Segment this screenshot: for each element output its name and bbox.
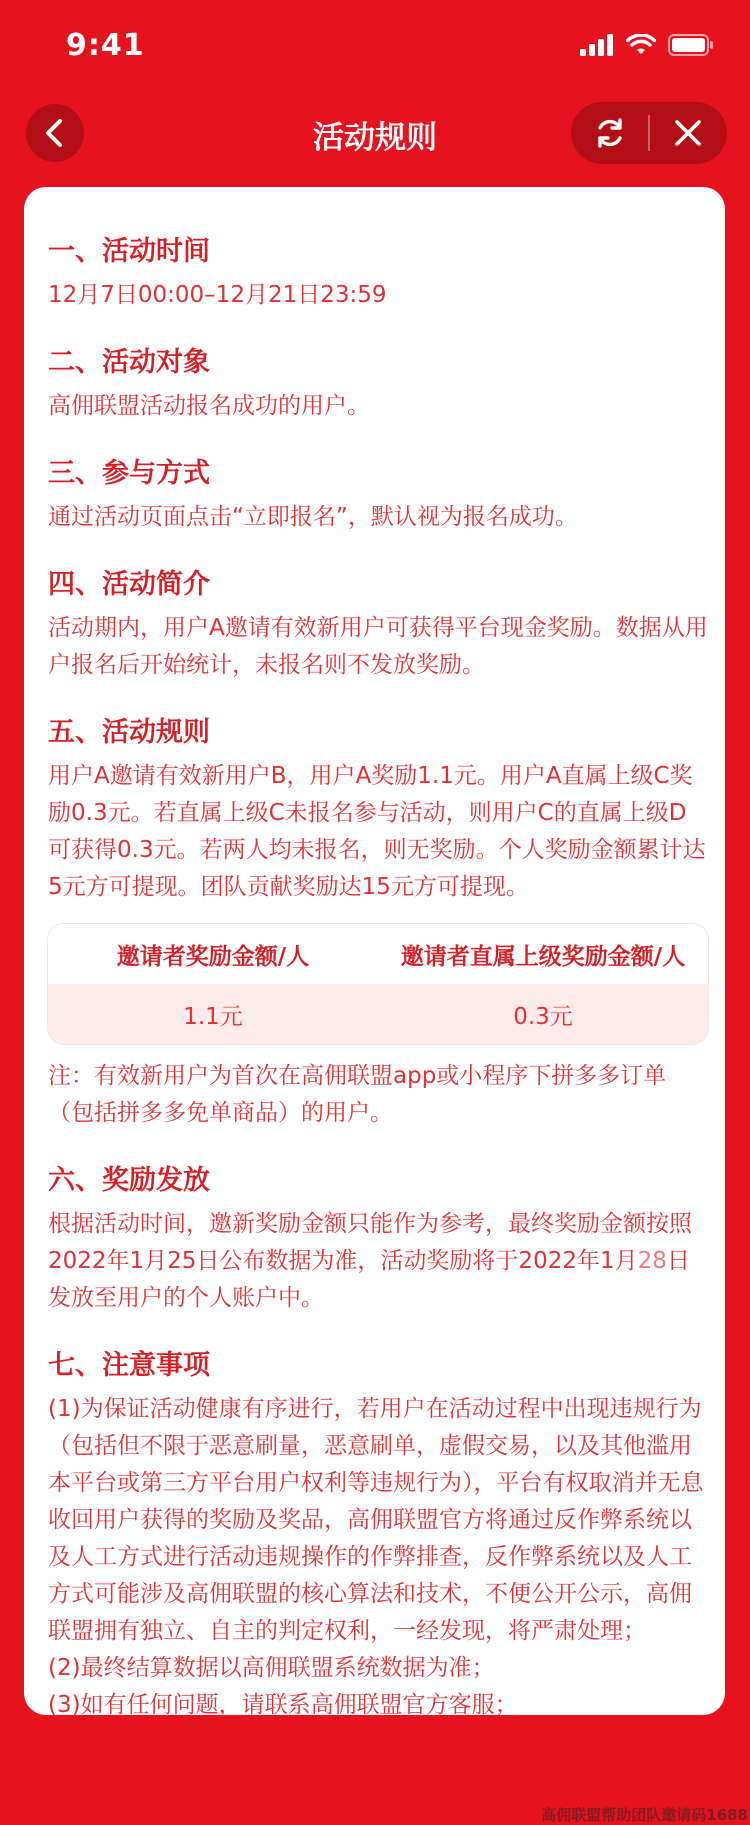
refresh-icon bbox=[593, 116, 627, 150]
section-title: 五、活动规则 bbox=[48, 717, 210, 748]
status-icons bbox=[580, 34, 714, 56]
section-title: 一、活动时间 bbox=[48, 236, 210, 267]
section-title: 二、活动对象 bbox=[48, 347, 210, 378]
notice-item: (1)为保证活动健康有序进行，若用户在活动过程中出现违规行为（包括但不限于恶意刷量，恶意刷单，虚假交易，以及其他滥用本平台或第三方平台用户权利等违规行为），平台有权取消并无息收回用户获得的奖励及奖品，高佣联盟官方将通过反作弊系统以及人工方式进行活动违规操作的作弊排查，反作弊系统以及人工方式可能涉及高佣联盟的核心算法和技术，不便公开公示，高佣联盟拥有独立、自主的判定权利，一经发现，将严肃处理； bbox=[48, 1396, 704, 1644]
status-bar bbox=[0, 0, 750, 96]
notice-item: (2)最终结算数据以高佣联盟系统数据为准； bbox=[48, 1655, 495, 1681]
table-row bbox=[48, 984, 708, 1044]
section-rules bbox=[48, 714, 708, 906]
payout-text-2: 日发放至用户的个人账户中。 bbox=[48, 1248, 690, 1311]
section-method bbox=[48, 455, 708, 536]
section-body: 用户A邀请有效新用户B，用户A奖励1.1元。用户A直属上级C奖励0.3元。若直属上级C未报名参与活动，则用户C的直属上级D可获得0.3元。若两人均未报名，则无奖励。个人奖励金额累计达5元方可提现。团队贡献奖励达15元方可提现。 bbox=[48, 763, 706, 900]
section-title: 七、注意事项 bbox=[48, 1350, 210, 1381]
status-time: 9:41 bbox=[66, 28, 145, 63]
section-notice bbox=[48, 1347, 708, 1724]
section-time bbox=[48, 233, 708, 314]
notice-item: (3)如有任何问题，请联系高佣联盟官方客服； bbox=[48, 1692, 518, 1718]
section-title: 六、奖励发放 bbox=[48, 1165, 210, 1196]
table-note: 注：有效新用户为首次在高佣联盟app或小程序下拼多多订单（包括拼多多免单商品）的用户。 bbox=[48, 1063, 667, 1126]
payout-text-1: 根据活动时间，邀新奖励金额只能作为参考，最终奖励金额按照2022年1月25日公布数据为准，活动奖励将于2022年1月 bbox=[48, 1211, 692, 1274]
close-button[interactable] bbox=[650, 102, 727, 164]
section-payout bbox=[48, 1162, 708, 1317]
table-header-cell: 邀请者直属上级奖励金额/人 bbox=[400, 943, 686, 970]
refresh-button[interactable] bbox=[571, 102, 648, 164]
table-header-row bbox=[48, 924, 708, 984]
reward-table bbox=[48, 924, 708, 1044]
signal-icon bbox=[580, 34, 614, 56]
payout-highlight-date: 28 bbox=[637, 1248, 667, 1274]
battery-icon bbox=[668, 34, 714, 56]
section-body: 活动期内，用户A邀请有效新用户可获得平台现金奖励。数据从用户报名后开始统计，未报名则不发放奖励。 bbox=[48, 615, 708, 678]
section-body bbox=[48, 1206, 708, 1317]
watermark: 高佣联盟帮助团队邀请码1688 bbox=[541, 1806, 748, 1824]
table-header-cell: 邀请者奖励金额/人 bbox=[116, 943, 310, 970]
page-title: 活动规则 bbox=[313, 120, 437, 156]
table-cell: 0.3元 bbox=[513, 1003, 573, 1030]
table-cell: 1.1元 bbox=[183, 1003, 243, 1030]
section-title: 四、活动简介 bbox=[48, 569, 210, 600]
nav-bar bbox=[0, 100, 750, 172]
wifi-icon bbox=[626, 34, 656, 56]
section-body: 12月7日00:00–12月21日23:59 bbox=[48, 282, 387, 308]
section-body: 通过活动页面点击“立即报名”，默认视为报名成功。 bbox=[48, 504, 578, 530]
section-title: 三、参与方式 bbox=[48, 458, 210, 489]
rules-content bbox=[48, 233, 708, 1724]
section-target bbox=[48, 344, 708, 425]
rules-card bbox=[24, 187, 725, 1718]
close-icon bbox=[673, 118, 703, 148]
mini-program-capsule bbox=[571, 102, 727, 164]
section-body: 高佣联盟活动报名成功的用户。 bbox=[48, 393, 370, 419]
section-intro bbox=[48, 566, 708, 684]
